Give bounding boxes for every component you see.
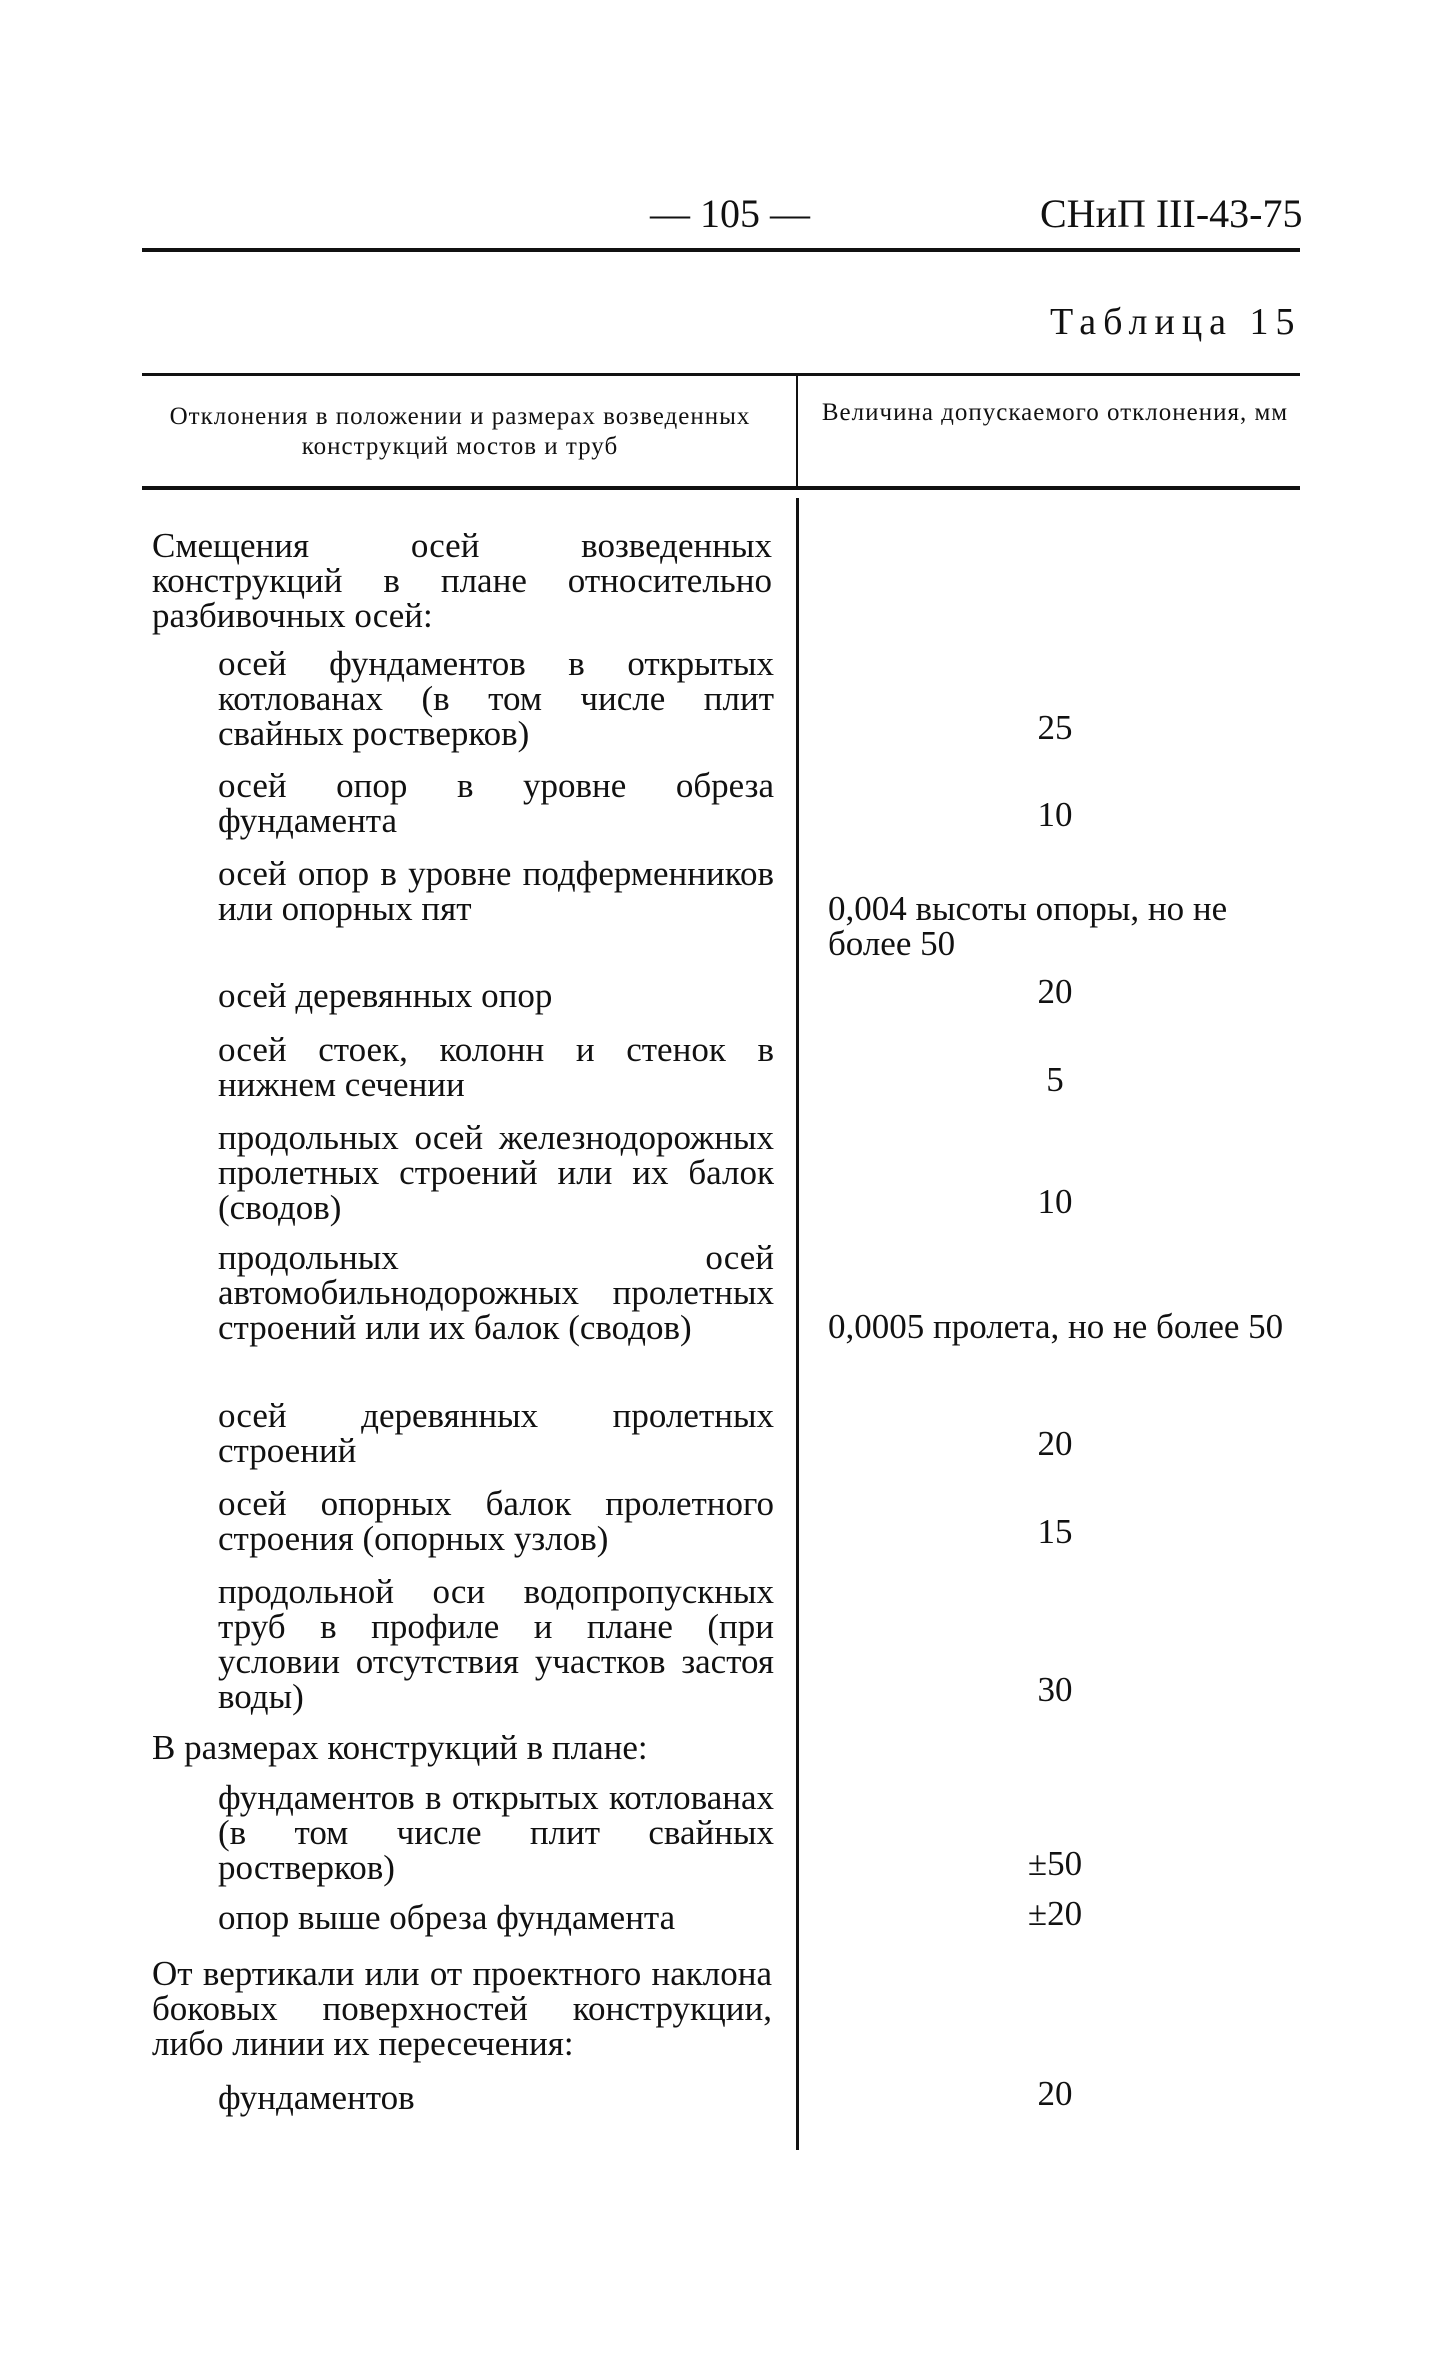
table-row-label: продольных осей автомобильнодорожных пролетных строений или их балок (сводов): [218, 1238, 774, 1347]
table-row-label: фундаментов в открытых котлованах (в том числе плит свайных ростверков): [218, 1778, 774, 1887]
table-row-label: продольных осей железнодорожных пролетных строений или их балок (сводов): [218, 1118, 774, 1227]
column-header-tolerance: Величина допускаемого отклонения, мм: [821, 399, 1289, 426]
table-row-value: 30: [1037, 1670, 1073, 1709]
table-row-value: 20: [1037, 972, 1073, 1011]
table-row-value: 10: [1037, 1182, 1073, 1221]
body-column-divider: [796, 498, 799, 2150]
table-row-value: 0,0005 пролета, но не более 50: [828, 1307, 1284, 1346]
table-row-label: фундаментов: [218, 2078, 415, 2117]
table-row-value: 20: [1037, 1424, 1073, 1463]
section-heading: От вертикали или от проектного наклона боковых поверхностей конструкции, либо линии их пересечения:: [152, 1954, 772, 2063]
table-row-value: 20: [1037, 2074, 1073, 2113]
document-code: СНиП III-43-75: [1040, 191, 1303, 236]
section-heading: Смещения осей возведенных конструкций в плане относительно разбивочных осей:: [152, 526, 772, 635]
table-row-value: 5: [1046, 1060, 1064, 1099]
section-heading: В размерах конструкций в плане:: [152, 1728, 648, 1767]
column-header-deviation: Отклонения в положении и размерах возведенных конструкций мостов и труб: [169, 403, 751, 460]
table-header-rule: [142, 486, 1300, 490]
table-row-label: продольной оси водопропускных труб в профиле и плане (при условии отсутствия участков застоя воды): [218, 1572, 774, 1716]
table-row-label: осей фундаментов в открытых котлованах (в том числе плит свайных ростверков): [218, 644, 774, 753]
table-row-label: осей деревянных пролетных строений: [218, 1396, 774, 1470]
table-row-value: ±20: [1027, 1894, 1083, 1933]
table-row-label: осей стоек, колонн и стенок в нижнем сечении: [218, 1030, 774, 1104]
table-row-label: опор выше обреза фундамента: [218, 1898, 676, 1937]
table-row-value: 10: [1037, 795, 1073, 834]
table-row-label: осей опор в уровне подферменников или опорных пят: [218, 854, 774, 928]
table-title: Таблица 15: [1050, 301, 1302, 343]
table-row-value: 0,004 высоты опоры, но не более 50: [828, 889, 1228, 963]
page-number: — 105 —: [650, 191, 810, 236]
table-row-label: осей опорных балок пролетного строения (опорных узлов): [218, 1484, 774, 1558]
table-row-value: 25: [1037, 708, 1073, 747]
table-row-label: осей деревянных опор: [218, 976, 553, 1015]
table-row-value: ±50: [1027, 1844, 1083, 1883]
header-column-divider: [796, 376, 798, 486]
table-row-label: осей опор в уровне обреза фундамента: [218, 766, 774, 840]
table-row-value: 15: [1037, 1512, 1073, 1551]
table-top-rule: [142, 373, 1300, 376]
header-rule: [142, 248, 1300, 252]
